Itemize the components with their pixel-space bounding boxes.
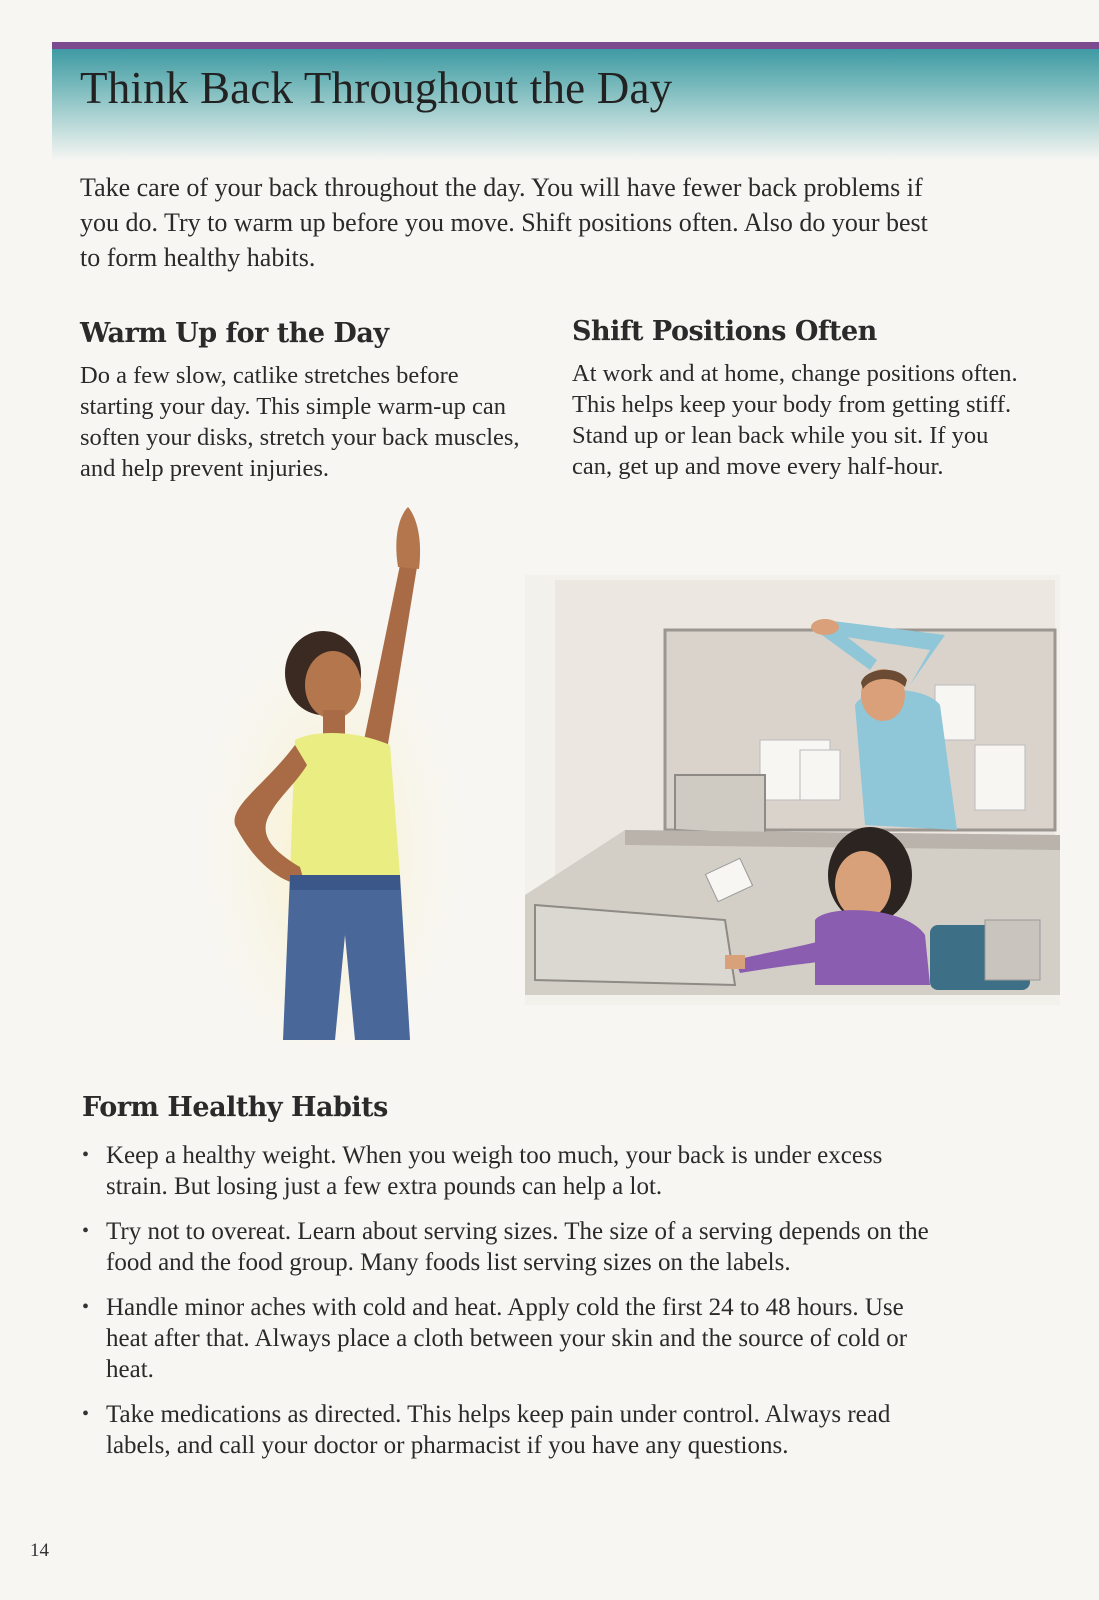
habit-item: • Take medications as directed. This helps keep pain under control. Always read labels, and call your doctor or pharmacist if you have any questions.: [82, 1401, 891, 1459]
warm-up-text: Do a few slow, catlike stretches before starting your day. This simple warm-up can soften your disks, stretch your back muscles, and help prevent injuries.: [80, 362, 520, 482]
page-number: 14: [30, 1540, 49, 1561]
shift-heading: Shift Positions Often: [572, 316, 877, 347]
habits-list: [82, 1140, 942, 1475]
habit-item: • Try not to overeat. Learn about serving sizes. The size of a serving depends on the food and the food group. Many foods list serving sizes on the labels.: [82, 1218, 929, 1276]
shift-text: At work and at home, change positions often. This helps keep your body from getting stiff. Stand up or lean back while you sit. If you can, get up and move every half-hour.: [572, 360, 1018, 480]
bullet-icon: •: [82, 1296, 90, 1318]
bullet-icon: •: [82, 1144, 90, 1166]
habit-item: • Keep a healthy weight. When you weigh too much, your back is under excess strain. But losing just a few extra pounds can help a lot.: [82, 1142, 883, 1200]
bullet-icon: •: [82, 1220, 90, 1242]
warm-up-heading: Warm Up for the Day: [80, 318, 389, 349]
office-cubicle-illustration: [525, 575, 1060, 1005]
habit-item: • Handle minor aches with cold and heat. Apply cold the first 24 to 48 hours. Use heat after that. Always place a cloth between your skin and the source of cold or heat.: [82, 1294, 908, 1383]
page-title: Think Back Throughout the Day: [80, 63, 673, 113]
habits-heading: Form Healthy Habits: [82, 1092, 388, 1123]
woman-stretching-illustration: [195, 495, 465, 1045]
bullet-icon: •: [82, 1403, 90, 1425]
intro-paragraph: Take care of your back throughout the day. You will have fewer back problems if you do. Try to warm up before you move. Shift positions often. Also do your best to form healthy habits.: [80, 173, 928, 272]
